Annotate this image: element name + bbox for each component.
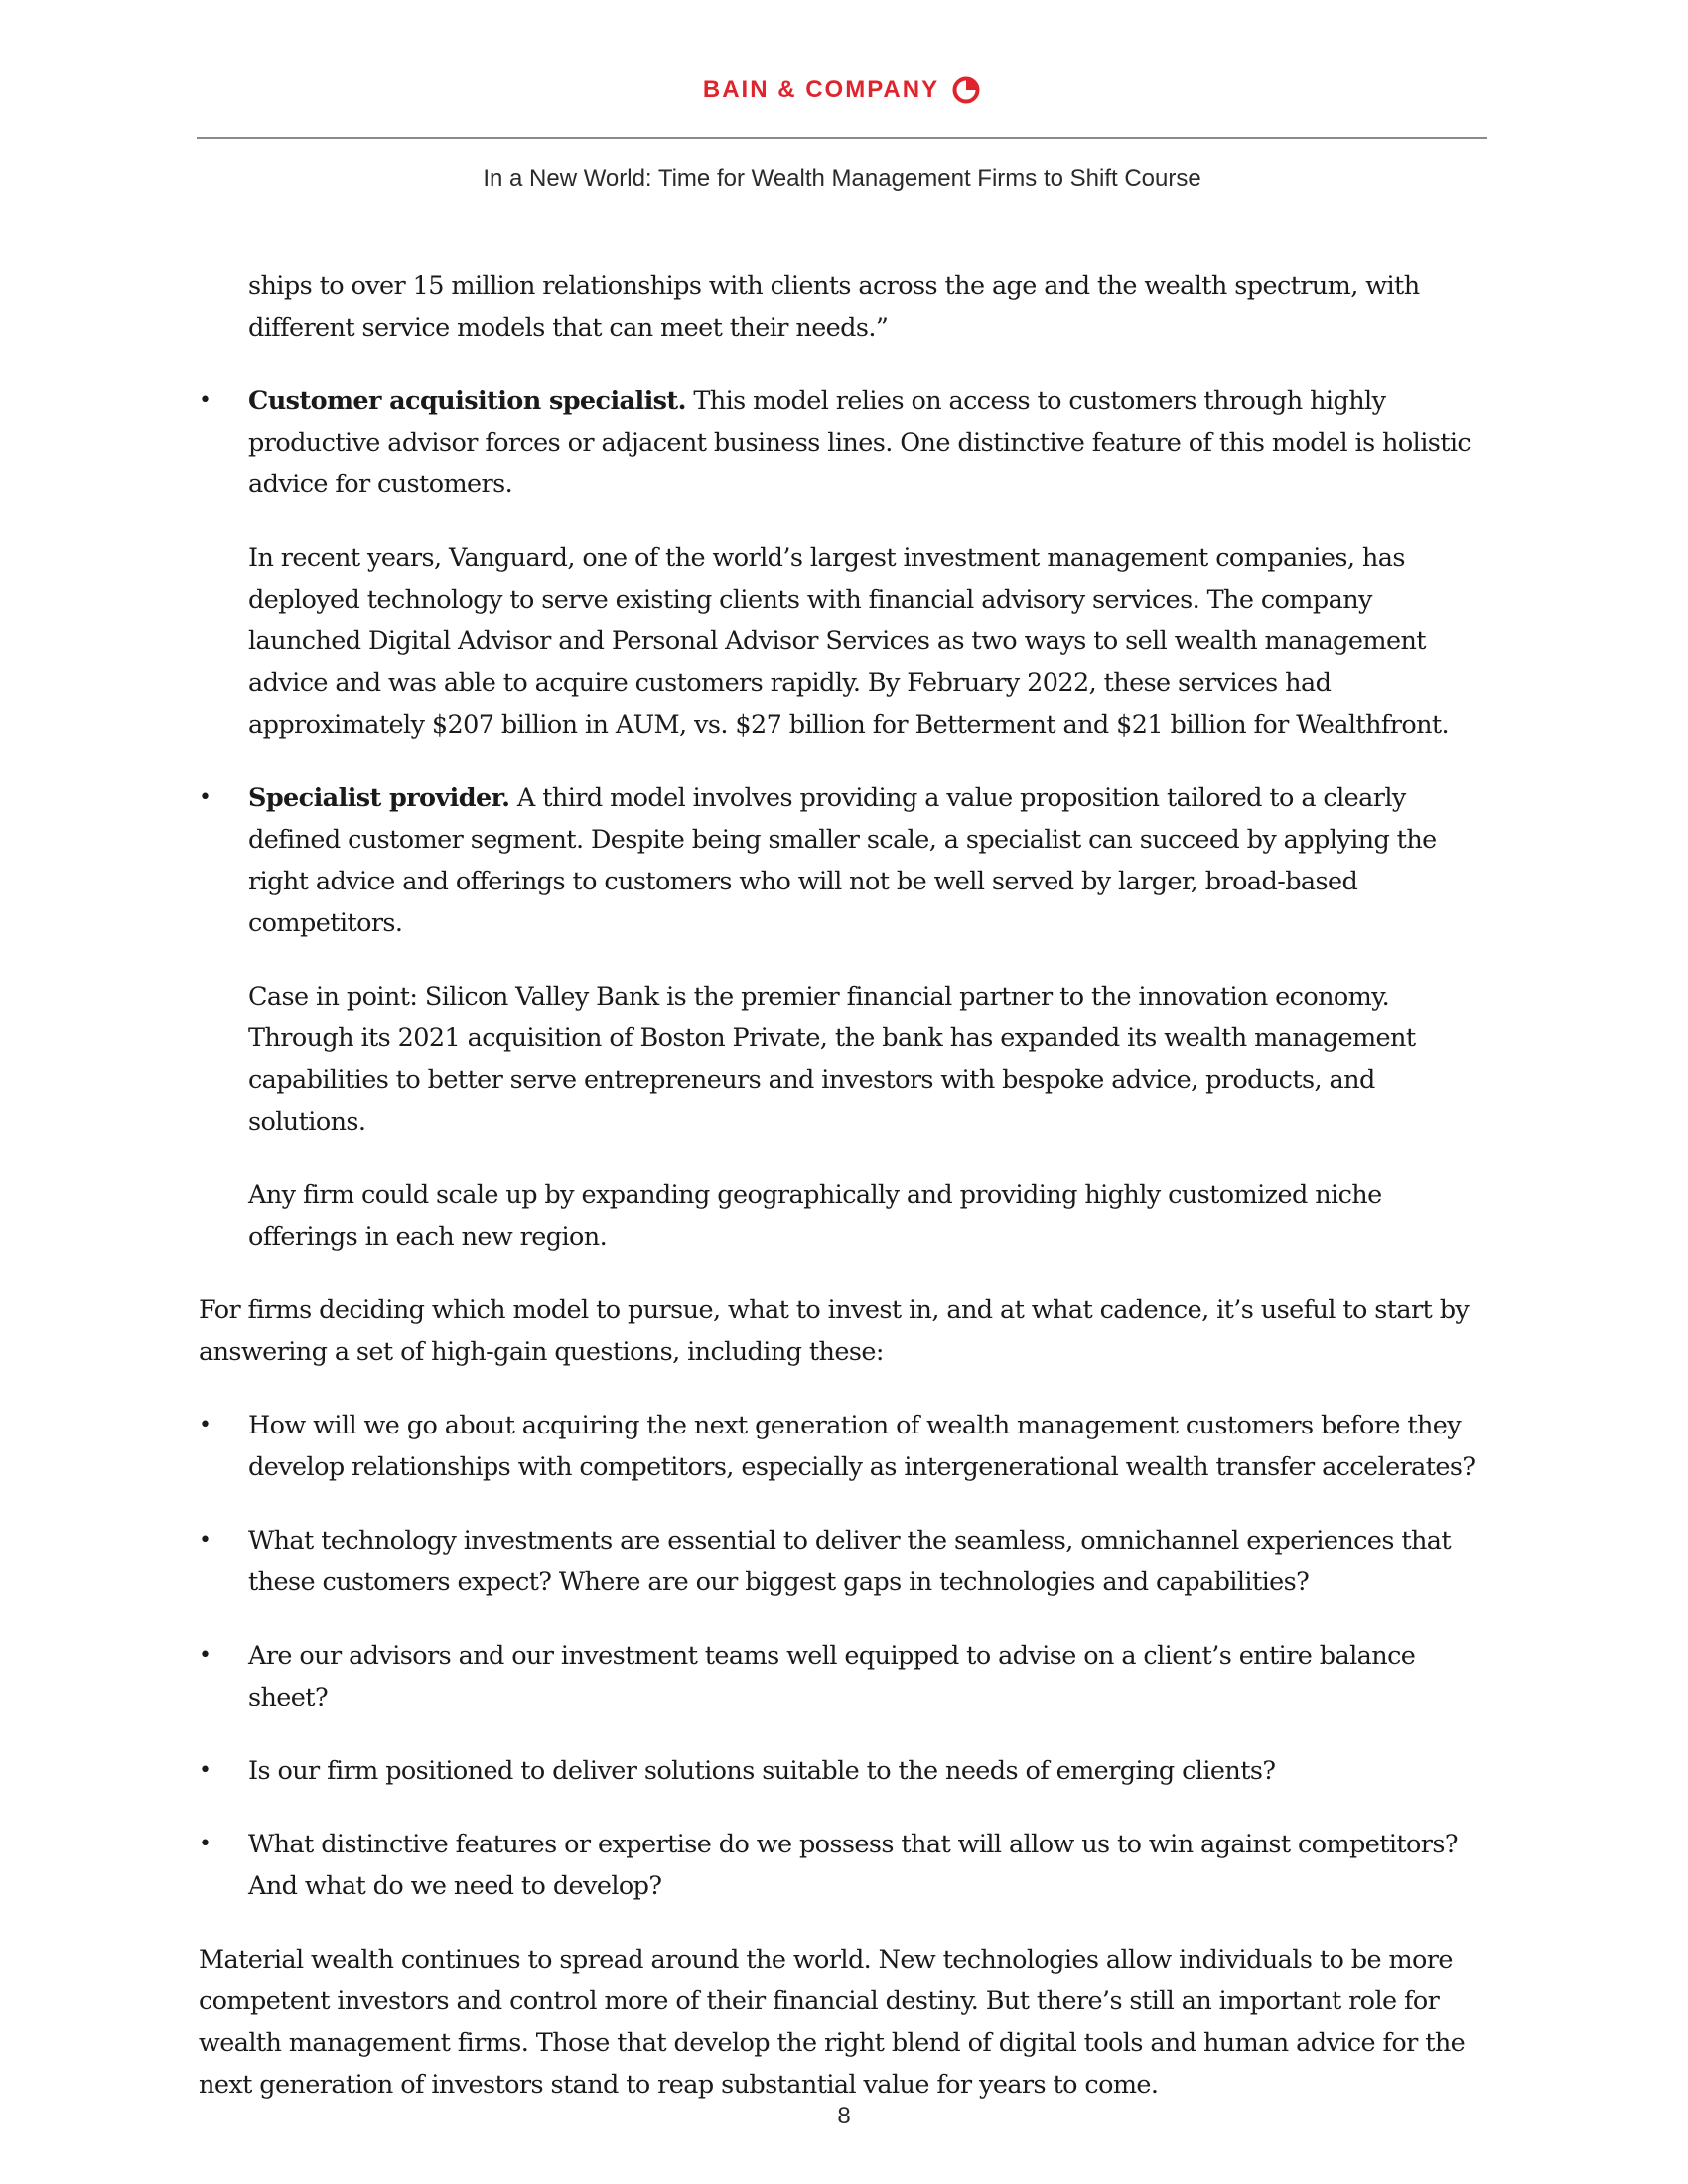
page-number: 8 [837, 2103, 851, 2129]
bullet-text: A third model involves providing a value proposition tailored to a clearly defined customer segment. Despite being smaller scale, a specialist can succeed by applying the right advice and offerings to customers who will not be well served by larger, broad-based competitors. [248, 783, 1437, 938]
brand-circle-icon [951, 75, 981, 105]
bullet-lead: Customer acquisition specialist. [248, 386, 686, 416]
bullet-marker: • [199, 1758, 211, 1783]
brand-logo [197, 75, 1487, 105]
question-text: How will we go about acquiring the next generation of wealth management customers before they develop relationships with competitors, especially as intergenerational wealth transfer accelerates? [248, 1411, 1476, 1482]
question-text: What technology investments are essential to deliver the seamless, omnichannel experiences that these customers expect? Where are our biggest gaps in technologies and capabilities? [248, 1526, 1452, 1597]
paragraph-questions-intro: For firms deciding which model to pursue, what to invest in, and at what cadence, it’s useful to start by answering a set of high-gain questions, including these: [199, 1296, 1470, 1367]
bullet-marker: • [199, 1413, 211, 1437]
question-item [199, 1750, 1489, 1792]
paragraph-conclusion: Material wealth continues to spread around the world. New technologies allow individuals to be more competent investors and control more of their financial destiny. But there’s still an important role for wealth management firms. Those that develop the right blend of digital tools and human advice for the next generation of investors stand to reap substantial value for years to come. [199, 1945, 1466, 2100]
bullet-lead: Specialist provider. [248, 783, 510, 813]
header-divider [197, 137, 1487, 139]
bullet-marker: • [199, 1832, 211, 1856]
question-item [199, 1520, 1489, 1603]
question-item [199, 1405, 1489, 1488]
question-text: What distinctive features or expertise do we possess that will allow us to win against competitors? And what do we need to develop? [248, 1830, 1458, 1901]
paragraph-vanguard: In recent years, Vanguard, one of the world’s largest investment management companies, has deployed technology to serve existing clients with financial advisory services. The company launched Digital Advisor and Personal Advisor Services as two ways to sell wealth management advice and was able to acquire customers rapidly. By February 2022, these services had approximately $207 billion in AUM, vs. $27 billion for Betterment and $21 billion for Wealthfront. [248, 543, 1450, 740]
bullet-customer-acquisition [199, 380, 1489, 505]
page-body [199, 265, 1489, 2106]
bullet-marker: • [199, 388, 211, 413]
bullet-marker: • [199, 1643, 211, 1668]
bullet-specialist-provider [199, 777, 1489, 944]
brand-name: BAIN & COMPANY [702, 76, 940, 103]
bullet-text: This model relies on access to customers through highly productive advisor forces or adjacent business lines. One distinctive feature of this model is holistic advice for customers. [248, 386, 1472, 499]
question-text: Are our advisors and our investment teams well equipped to advise on a client’s entire balance sheet? [248, 1641, 1416, 1712]
question-item [199, 1635, 1489, 1718]
bullet-marker: • [199, 1528, 211, 1553]
paragraph-svb: Case in point: Silicon Valley Bank is the premier financial partner to the innovation economy. Through its 2021 acquisition of Boston Private, the bank has expanded its wealth management capabilities to better serve entrepreneurs and investors with bespoke advice, products, and solutions. [248, 982, 1416, 1137]
paragraph-scale-up: Any firm could scale up by expanding geographically and providing highly customized niche offerings in each new region. [248, 1180, 1382, 1252]
document-title: In a New World: Time for Wealth Management Firms to Shift Course [483, 165, 1201, 192]
paragraph-continuation: ships to over 15 million relationships with clients across the age and the wealth spectrum, with different service models that can meet their needs.” [248, 271, 1420, 342]
question-text: Is our firm positioned to deliver solutions suitable to the needs of emerging clients? [248, 1756, 1276, 1786]
bullet-marker: • [199, 785, 211, 810]
question-item [199, 1824, 1489, 1907]
